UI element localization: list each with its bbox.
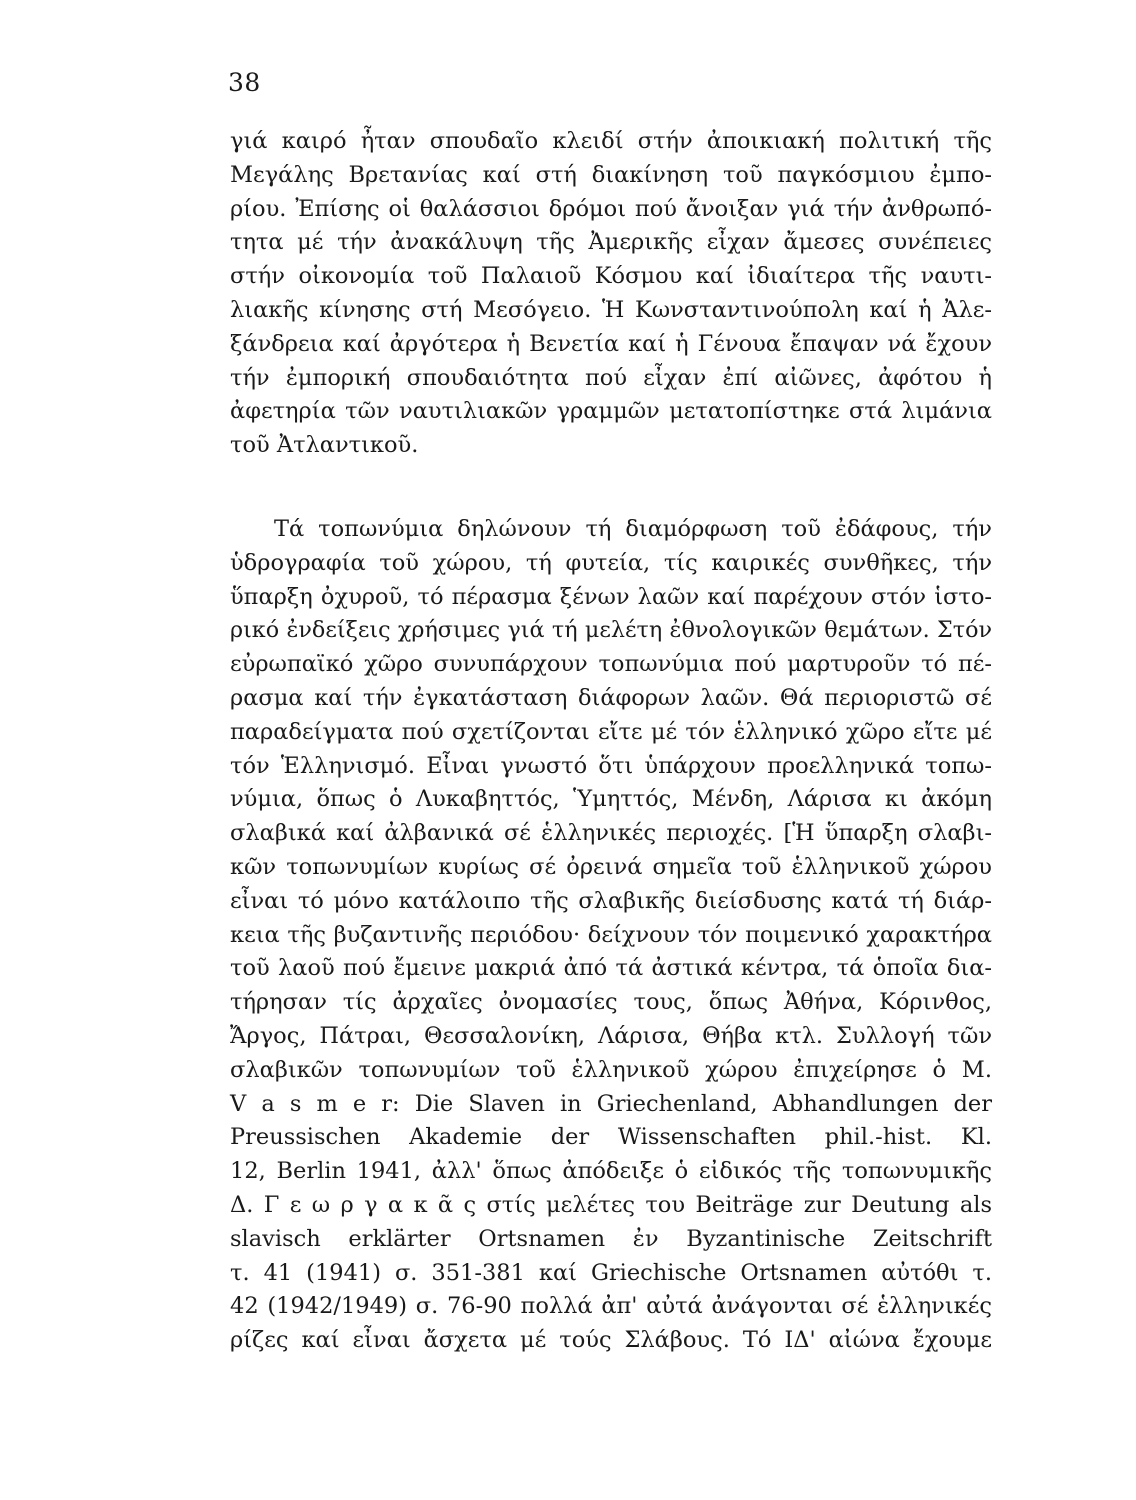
text-line: Preussischen Akademie der Wissenschaften phil.-hist. Kl. [230, 1124, 992, 1151]
text-line: τητα μέ τήν ἀνακάλυψη τῆς Ἀμερικῆς εἶχαν ἄμεσες συνέπειες [230, 229, 992, 256]
text-line: ξάνδρεια καί ἀργότερα ἡ Βενετία καί ἡ Γένουα ἔπαψαν νά ἔχουν [230, 330, 992, 357]
text-line: σλαβικά καί ἀλβανικά σέ ἑλληνικές περιοχές. [Ἡ ὕπαρξη σλαβι- [230, 820, 992, 847]
text-line: Μεγάλης Βρετανίας καί στή διακίνηση τοῦ παγκόσμιου ἐμπο- [230, 161, 992, 188]
text-line: κῶν τοπωνυμίων κυρίως σέ ὀρεινά σημεῖα τοῦ ἑλληνικοῦ χώρου [230, 853, 992, 880]
text-line: slavisch erklärter Ortsnamen ἐν Byzantinische Zeitschrift [230, 1225, 992, 1252]
text-line: Δ. Γ ε ω ρ γ α κ ᾶ ς στίς μελέτες του Beiträge zur Deutung als [230, 1191, 992, 1218]
text-line: παραδείγματα πού σχετίζονται εἴτε μέ τόν ἑλληνικό χῶρο εἴτε μέ [230, 718, 992, 745]
text-line: σλαβικῶν τοπωνυμίων τοῦ ἑλληνικοῦ χώρου ἐπιχείρησε ὁ M. [230, 1056, 992, 1083]
text-line: εἶναι τό μόνο κατάλοιπο τῆς σλαβικῆς διείσδυσης κατά τή διάρ- [230, 887, 992, 914]
text-line: 12, Berlin 1941, ἀλλ' ὅπως ἀπόδειξε ὁ εἰδικός τῆς τοπωνυμικῆς [230, 1158, 992, 1185]
text-line: ὑδρογραφία τοῦ χώρου, τή φυτεία, τίς καιρικές συνθῆκες, τήν [230, 549, 992, 576]
text-line: Τά τοπωνύμια δηλώνουν τή διαμόρφωση τοῦ ἐδάφους, τήν [274, 516, 992, 542]
text-line: V a s m e r: Die Slaven in Griechenland, Abhandlungen der [230, 1090, 992, 1117]
text-line: γιά καιρό ἦταν σπουδαῖο κλειδί στήν ἀποικιακή πολιτική τῆς [230, 128, 992, 154]
text-line: νύμια, ὅπως ὁ Λυκαβηττός, Ὑμηττός, Μένδη, Λάρισα κι ἀκόμη [230, 786, 992, 813]
text-line: κεια τῆς βυζαντινῆς περιόδου· δείχνουν τόν ποιμενικό χαρακτήρα [230, 921, 992, 948]
paragraph-2 [230, 513, 992, 1358]
text-line: ἀφετηρία τῶν ναυτιλιακῶν γραμμῶν μετατοπίστηκε στά λιμάνια [230, 398, 992, 425]
text-line: τήν ἐμπορική σπουδαιότητα πού εἶχαν ἐπί αἰῶνες, ἀφότου ἡ [230, 364, 992, 391]
text-line: ρασμα καί τήν ἐγκατάσταση διάφορων λαῶν. Θά περιοριστῶ σέ [230, 684, 992, 711]
text-line: 42 (1942/1949) σ. 76-90 πολλά ἀπ' αὐτά ἀνάγονται σέ ἑλληνικές [230, 1293, 992, 1320]
text-line: τοῦ λαοῦ πού ἔμεινε μακριά ἀπό τά ἀστικά κέντρα, τά ὁποῖα δια- [230, 955, 992, 982]
text-line: ρικό ἐνδείξεις χρήσιμες γιά τή μελέτη ἐθνολογικῶν θεμάτων. Στόν [230, 617, 992, 644]
text-line: τοῦ Ἀτλαντικοῦ. [230, 432, 419, 459]
text-line: Ἄργος, Πάτραι, Θεσσαλονίκη, Λάρισα, Θήβα κτλ. Συλλογή τῶν [230, 1022, 992, 1049]
text-line: ρίου. Ἐπίσης οἱ θαλάσσιοι δρόμοι πού ἄνοιξαν γιά τήν ἀνθρωπό- [230, 195, 992, 222]
text-line: ὕπαρξη ὀχυροῦ, τό πέρασμα ξένων λαῶν καί παρέχουν στόν ἱστο- [230, 583, 992, 610]
text-line: στήν οἰκονομία τοῦ Παλαιοῦ Κόσμου καί ἰδιαίτερα τῆς ναυτι- [230, 263, 992, 290]
text-line: ρίζες καί εἶναι ἄσχετα μέ τούς Σλάβους. Τό ΙΔ' αἰώνα ἔχουμε [230, 1327, 992, 1354]
page-number: 38 [228, 68, 261, 97]
paragraph-1 [230, 125, 992, 463]
text-line: τ. 41 (1941) σ. 351-381 καί Griechische Ortsnamen αὐτόθι τ. [230, 1259, 992, 1286]
text-line: τήρησαν τίς ἀρχαῖες ὀνομασίες τους, ὅπως Ἀθήνα, Κόρινθος, [230, 989, 992, 1016]
text-line: εὐρωπαϊκό χῶρο συνυπάρχουν τοπωνύμια πού μαρτυροῦν τό πέ- [230, 651, 992, 678]
text-line: λιακῆς κίνησης στή Μεσόγειο. Ἡ Κωνσταντινούπολη καί ἡ Ἀλε- [230, 296, 992, 323]
text-line: τόν Ἑλληνισμό. Εἶναι γνωστό ὅτι ὑπάρχουν προελληνικά τοπω- [230, 752, 992, 779]
